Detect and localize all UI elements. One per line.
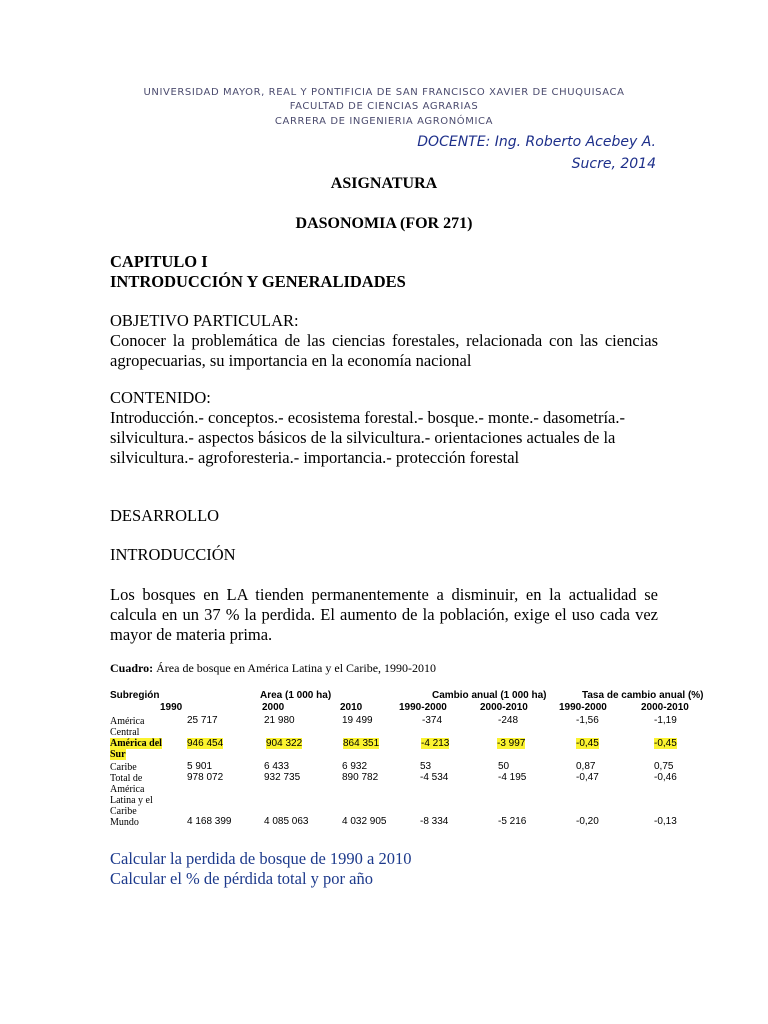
table-cell: 4 085 063: [264, 816, 309, 827]
table-cell: 890 782: [342, 772, 379, 783]
table-cell: 946 454: [187, 738, 224, 749]
col-header-tasa: Tasa de cambio anual (%): [582, 690, 704, 701]
table-row-label: América Central: [110, 716, 145, 738]
table-cell: 6 932: [342, 761, 368, 772]
table-cell: -0,47: [576, 772, 599, 783]
table-cell: -3 997: [497, 738, 526, 749]
table-caption: [110, 661, 436, 676]
col-header-cambio: Cambio anual (1 000 ha): [432, 690, 547, 701]
table-cell: 53: [420, 761, 432, 772]
place-date: Sucre, 2014: [571, 156, 656, 172]
col-header-2010: 2010: [340, 702, 363, 713]
table-cell: 21 980: [264, 715, 295, 726]
col-header-2000: 2000: [262, 702, 285, 713]
table-cell: -4 534: [420, 772, 449, 783]
desarrollo-heading: DESARROLLO: [110, 506, 220, 525]
table-cell: 978 072: [187, 772, 224, 783]
table-cell: -0,13: [654, 816, 677, 827]
asignatura-heading: ASIGNATURA: [330, 175, 438, 192]
table-cell: 864 351: [343, 738, 380, 749]
table-cell: 0,87: [576, 761, 596, 772]
contenido-heading: CONTENIDO:: [110, 388, 211, 407]
table-cell: 6 433: [264, 761, 290, 772]
course-title: DASONOMIA (FOR 271): [295, 215, 473, 232]
docente-line: DOCENTE: Ing. Roberto Acebey A.: [417, 134, 656, 150]
table-cell: 5 901: [187, 761, 213, 772]
col-header-area: Area (1 000 ha): [260, 690, 332, 701]
table-cell: -248: [498, 715, 519, 726]
university-name: UNIVERSIDAD MAYOR, REAL Y PONTIFICIA DE SAN FRANCISCO XAVIER DE CHUQUISACA: [143, 87, 625, 98]
table-cell: -0,45: [654, 738, 677, 749]
table-cell: -374: [422, 715, 443, 726]
table-cell: 932 735: [264, 772, 301, 783]
table-cell: -8 334: [420, 816, 449, 827]
col-header-cambio-2000-2010: 2000-2010: [480, 702, 528, 713]
table-row-label: Caribe: [110, 762, 137, 773]
table-cell: 25 717: [187, 715, 218, 726]
table-cell: 4 032 905: [342, 816, 387, 827]
table-cell: -1,19: [654, 715, 677, 726]
objetivo-heading: OBJETIVO PARTICULAR:: [110, 311, 299, 330]
contenido-text: Introducción.- conceptos.- ecosistema forestal.- bosque.- monte.- dasometría.- silvicultura.- aspectos básicos de la silvicultura.- orientaciones actuales de la silvicultura.- agroforesteria.- importancia.- protección forestal: [110, 408, 625, 467]
table-cell: 19 499: [342, 715, 373, 726]
faculty-name: FACULTAD DE CIENCIAS AGRARIAS: [289, 101, 479, 112]
col-header-cambio-1990-2000: 1990-2000: [399, 702, 447, 713]
table-cell: -0,45: [576, 738, 599, 749]
col-header-1990: 1990: [160, 702, 183, 713]
col-header-subregion: Subregión: [110, 690, 160, 701]
table-cell: 50: [498, 761, 510, 772]
table-cell: -4 195: [498, 772, 527, 783]
introduccion-text: Los bosques en LA tienden permanentemente a disminuir, en la actualidad se calcula en un 37 % la perdida. El aumento de la población, exige el uso cada vez mayor de materia prima.: [110, 585, 658, 644]
table-cell: 904 322: [266, 738, 303, 749]
career-name: CARRERA DE INGENIERIA AGRONÓMICA: [274, 116, 494, 127]
table-cell: -0,46: [654, 772, 677, 783]
table-caption-label: Cuadro:: [110, 661, 154, 675]
objetivo-text: Conocer la problemática de las ciencias forestales, relacionada con las ciencias agropecuarias, su importancia en la economía nacional: [110, 331, 658, 370]
question-2: Calcular el % de pérdida total y por año: [110, 869, 373, 888]
chapter-number: CAPITULO I: [110, 252, 208, 271]
table-cell: -4 213: [421, 738, 450, 749]
table-row-label: Total de América Latina y el Caribe: [110, 773, 153, 817]
highlighted-row-label: América del Sur: [110, 738, 162, 760]
table-caption-text: Área de bosque en América Latina y el Caribe, 1990-2010: [156, 661, 437, 675]
table-row-label: Mundo: [110, 817, 139, 828]
table-cell: 0,75: [654, 761, 674, 772]
table-cell: -0,20: [576, 816, 599, 827]
col-header-tasa-2000-2010: 2000-2010: [641, 702, 689, 713]
table-cell: -1,56: [576, 715, 599, 726]
col-header-tasa-1990-2000: 1990-2000: [559, 702, 607, 713]
introduccion-heading: INTRODUCCIÓN: [110, 545, 236, 564]
table-row-label: [110, 738, 166, 760]
question-1: Calcular la perdida de bosque de 1990 a 2010: [110, 849, 412, 868]
chapter-title: INTRODUCCIÓN Y GENERALIDADES: [110, 272, 406, 291]
table-cell: 4 168 399: [187, 816, 232, 827]
table-cell: -5 216: [498, 816, 527, 827]
